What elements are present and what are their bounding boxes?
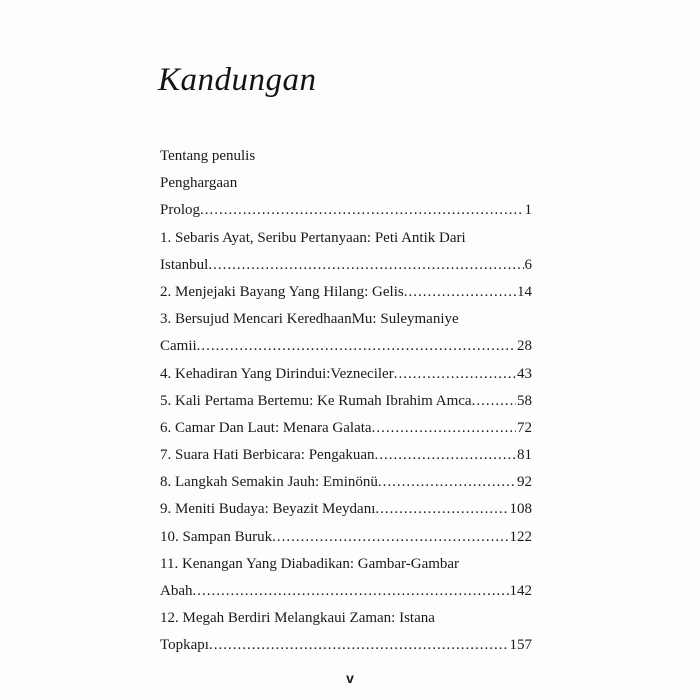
- toc-entry-text: Topkapı: [160, 637, 209, 654]
- toc-entry: [160, 252, 532, 279]
- toc-entry-text: Istanbul: [160, 256, 209, 273]
- toc-entry: [160, 170, 532, 197]
- toc-page-number: 81: [517, 447, 532, 464]
- toc-page-number: 6: [524, 256, 532, 273]
- toc-page-number: 1: [524, 202, 532, 219]
- toc-page-number: 72: [517, 419, 532, 436]
- toc-page-number: 28: [517, 338, 532, 355]
- toc-entry-text: 11. Kenangan Yang Diabadikan: Gambar-Gambar: [160, 555, 460, 572]
- toc-page-number: 157: [509, 637, 532, 654]
- toc-entry-text: Tentang penulis: [160, 148, 256, 164]
- toc-page-number: 142: [509, 583, 532, 599]
- dot-leader: [378, 469, 516, 496]
- toc-entry: [160, 524, 532, 551]
- toc-entry: [160, 578, 532, 605]
- toc-entry-text: Prolog: [160, 202, 201, 219]
- toc-entry-text: 3. Bersujud Mencari KeredhaanMu: Suleymaniye: [160, 311, 459, 328]
- toc-entry-text: 12. Megah Berdiri Melangkaui Zaman: Istana: [160, 610, 435, 627]
- toc-entry: [160, 197, 532, 224]
- toc-entry: [160, 496, 532, 523]
- dot-leader: [404, 279, 516, 306]
- toc-entry: [160, 632, 532, 659]
- dot-leader: [209, 632, 509, 659]
- toc-entry-text: 10. Sampan Buruk: [160, 528, 273, 545]
- page-title: Kandungan: [158, 62, 317, 98]
- dot-leader: [272, 524, 508, 551]
- toc-entry: [160, 143, 532, 170]
- toc-entry-text: 8. Langkah Semakin Jauh: Eminönü: [160, 474, 378, 491]
- toc-entry-text: 6. Camar Dan Laut: Menara Galata: [160, 419, 372, 436]
- toc-entry-text: 1. Sebaris Ayat, Seribu Pertanyaan: Peti Antik Dari: [160, 229, 466, 246]
- toc-entry-text: 5. Kali Pertama Bertemu: Ke Rumah Ibrahim Amca: [160, 392, 472, 409]
- toc-entry: [160, 333, 532, 360]
- dot-leader: [394, 361, 516, 388]
- toc-entry-text: 9. Meniti Budaya: Beyazit Meydanı: [160, 501, 376, 518]
- dot-leader: [375, 442, 516, 469]
- toc-entry: [160, 551, 532, 578]
- toc-page-number: 92: [517, 474, 532, 491]
- toc-entry: [160, 442, 532, 469]
- dot-leader: [200, 197, 523, 224]
- toc-entry: [160, 415, 532, 442]
- toc-entry-text: 7. Suara Hati Berbicara: Pengakuan: [160, 447, 375, 464]
- toc-page-number: 43: [517, 365, 532, 382]
- toc-entry: [160, 605, 532, 632]
- dot-leader: [375, 496, 508, 523]
- toc-entry: [160, 306, 532, 333]
- toc-entry: [160, 361, 532, 388]
- page-folio-number: v: [346, 670, 354, 686]
- toc-entry-text: Penghargaan: [160, 175, 238, 192]
- toc-page-number: 14: [517, 283, 532, 300]
- toc-entry-text: Camii: [160, 338, 197, 355]
- dot-leader: [208, 252, 523, 279]
- toc-entry-text: 2. Menjejaki Bayang Yang Hilang: Gelis: [160, 283, 404, 300]
- toc-page-number: 58: [517, 392, 532, 409]
- toc-page-number: 122: [509, 528, 532, 545]
- dot-leader: [372, 415, 516, 442]
- dot-leader: [197, 333, 516, 360]
- toc-entry: [160, 469, 532, 496]
- toc-entry-text: Abah: [160, 583, 193, 599]
- dot-leader: [193, 578, 509, 605]
- toc-entry: [160, 388, 532, 415]
- dot-leader: [472, 388, 516, 415]
- toc-entry-text: 4. Kehadiran Yang Dirindui:Vezneciler: [160, 365, 394, 382]
- toc-entry: [160, 279, 532, 306]
- table-of-contents: [160, 143, 532, 660]
- toc-page-number: 108: [509, 501, 532, 518]
- toc-entry: [160, 225, 532, 252]
